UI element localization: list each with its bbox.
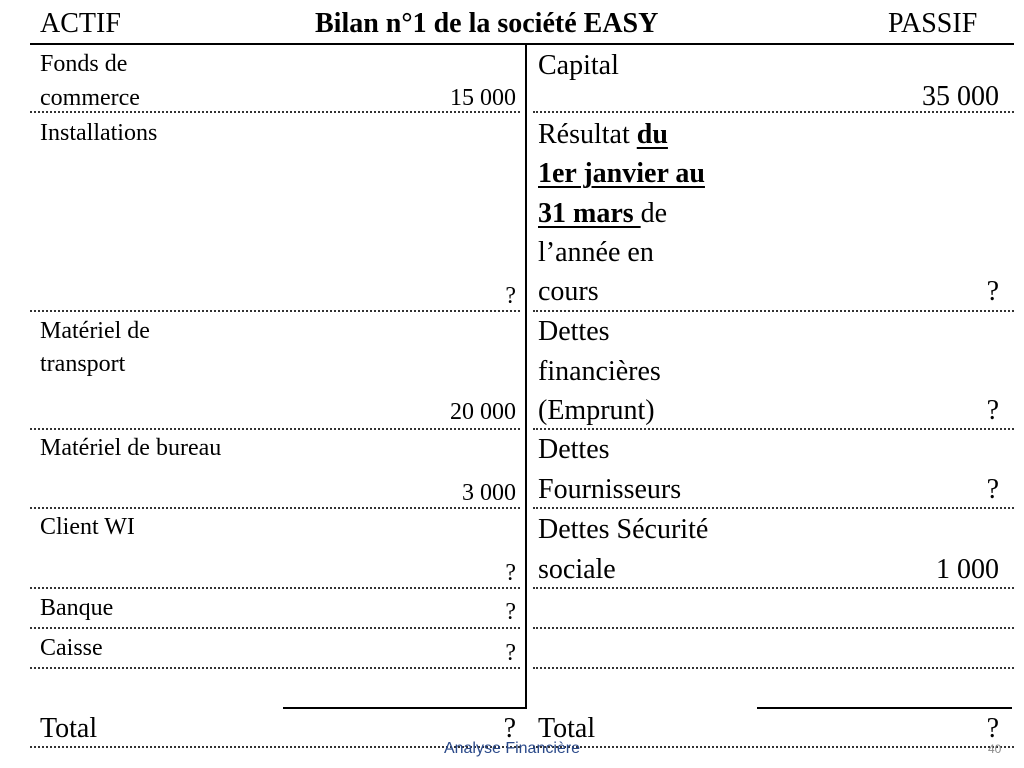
- passif-separator: [533, 587, 1014, 589]
- dettes-fin-line3: (Emprunt): [538, 395, 655, 426]
- actif-separator: [30, 587, 520, 589]
- dettes-four-line2: Fournisseurs: [538, 474, 682, 505]
- installations-value: ?: [505, 283, 516, 309]
- dettes-four-value: ?: [986, 474, 999, 505]
- dettes-secu-value: 1 000: [936, 554, 999, 585]
- actif-separator: [30, 111, 520, 113]
- passif-separator: [533, 428, 1014, 430]
- fonds-label-line1: Fonds de: [40, 51, 128, 77]
- resultat-period-start: 1er janvier au: [538, 158, 705, 189]
- installations-label: Installations: [40, 120, 158, 146]
- resultat-de: de: [640, 198, 668, 229]
- fonds-label-line2: commerce: [40, 85, 140, 111]
- passif-heading: PASSIF: [888, 8, 978, 39]
- materiel-bureau-label: Matériel de bureau: [40, 435, 222, 461]
- footer-text: Analyse Financière: [443, 740, 581, 757]
- resultat-line5: cours: [538, 276, 599, 307]
- passif-total-value: ?: [986, 713, 999, 744]
- passif-separator: [533, 627, 1014, 629]
- actif-separator: [30, 627, 520, 629]
- dettes-fin-value: ?: [986, 395, 999, 426]
- resultat-line1: [538, 121, 668, 149]
- caisse-label: Caisse: [40, 635, 103, 661]
- center-divider: [525, 45, 527, 708]
- fonds-value: 15 000: [450, 85, 516, 111]
- dettes-fin-line2: financières: [538, 356, 661, 387]
- actif-separator: [30, 310, 520, 312]
- resultat-period-du: du: [636, 119, 668, 150]
- actif-total-label: Total: [40, 713, 98, 744]
- caisse-value: ?: [505, 640, 516, 666]
- capital-value: 35 000: [922, 81, 999, 112]
- materiel-transport-line2: transport: [40, 351, 126, 377]
- passif-total-rule: [757, 707, 1012, 709]
- resultat-prefix: Résultat: [538, 119, 637, 150]
- dettes-secu-line1: Dettes Sécurité: [538, 514, 709, 545]
- actif-separator: [30, 428, 520, 430]
- resultat-value: ?: [986, 276, 999, 307]
- resultat-line2: [538, 160, 705, 188]
- passif-separator: [533, 667, 1014, 669]
- capital-label: Capital: [538, 50, 619, 81]
- materiel-bureau-value: 3 000: [462, 480, 516, 506]
- banque-value: ?: [505, 599, 516, 625]
- dettes-secu-line2: sociale: [538, 554, 616, 585]
- passif-separator: [533, 310, 1014, 312]
- client-value: ?: [505, 560, 516, 586]
- passif-separator: [533, 507, 1014, 509]
- header-rule: [30, 43, 1014, 45]
- dettes-four-line1: Dettes: [538, 434, 610, 465]
- page-title: Bilan n°1 de la société EASY: [315, 8, 659, 39]
- actif-total-rule: [283, 707, 527, 709]
- resultat-line4: l’année en: [538, 237, 654, 268]
- resultat-period-end: 31 mars: [538, 198, 641, 229]
- actif-separator: [30, 507, 520, 509]
- resultat-line3: [538, 200, 667, 228]
- client-label: Client WI: [40, 514, 135, 540]
- actif-total-value: ?: [503, 713, 516, 744]
- passif-total-label: Total: [538, 713, 596, 744]
- page-number: 40: [988, 742, 1002, 756]
- banque-label: Banque: [40, 595, 114, 621]
- materiel-transport-value: 20 000: [450, 399, 516, 425]
- materiel-transport-line1: Matériel de: [40, 318, 150, 344]
- actif-heading: ACTIF: [40, 8, 121, 39]
- dettes-fin-line1: Dettes: [538, 316, 610, 347]
- actif-separator: [30, 667, 520, 669]
